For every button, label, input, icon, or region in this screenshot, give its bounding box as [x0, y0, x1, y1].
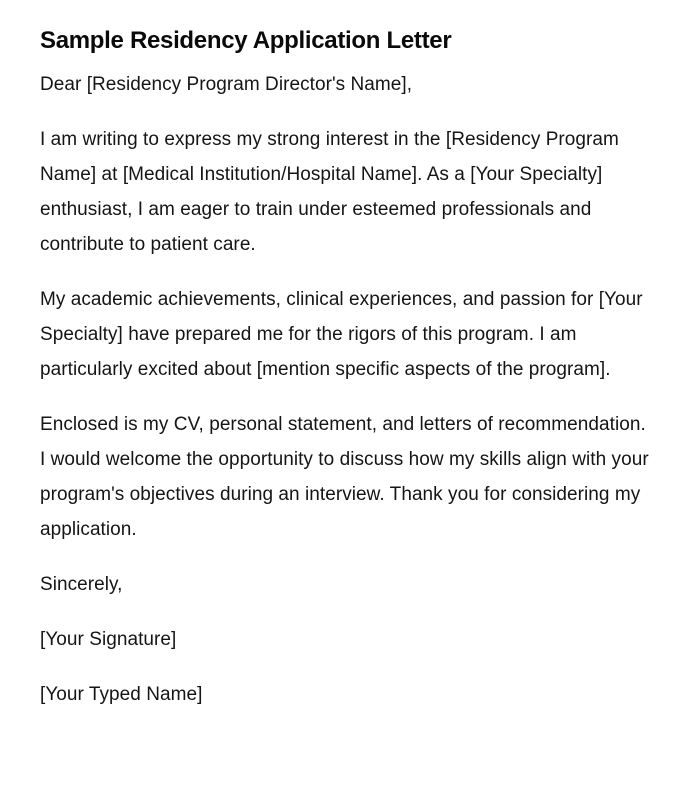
letter-typed-name: [Your Typed Name]: [40, 684, 203, 705]
letter-paragraph-enclosures: Enclosed is my CV, personal statement, and letters of recommendation. I would welcome the opportunity to discuss how my skills align with your program's objectives during an interview. Thank you for considering my application.: [40, 414, 649, 540]
letter-paragraph-intro: I am writing to express my strong interest in the [Residency Program Name] at [Medical Institution/Hospital Name]. As a [Your Specialty] enthusiast, I am eager to train under esteemed professionals and contribute to patient care.: [40, 129, 619, 255]
letter-signature: [Your Signature]: [40, 629, 177, 650]
letter-paragraph-qualifications: My academic achievements, clinical experiences, and passion for [Your Specialty] have prepared me for the rigors of this program. I am particularly excited about [mention specific aspects of the program].: [40, 289, 643, 380]
letter-salutation: Dear [Residency Program Director's Name],: [40, 74, 413, 95]
letter-closing: Sincerely,: [40, 574, 123, 595]
letter-title: Sample Residency Application Letter: [40, 27, 452, 54]
